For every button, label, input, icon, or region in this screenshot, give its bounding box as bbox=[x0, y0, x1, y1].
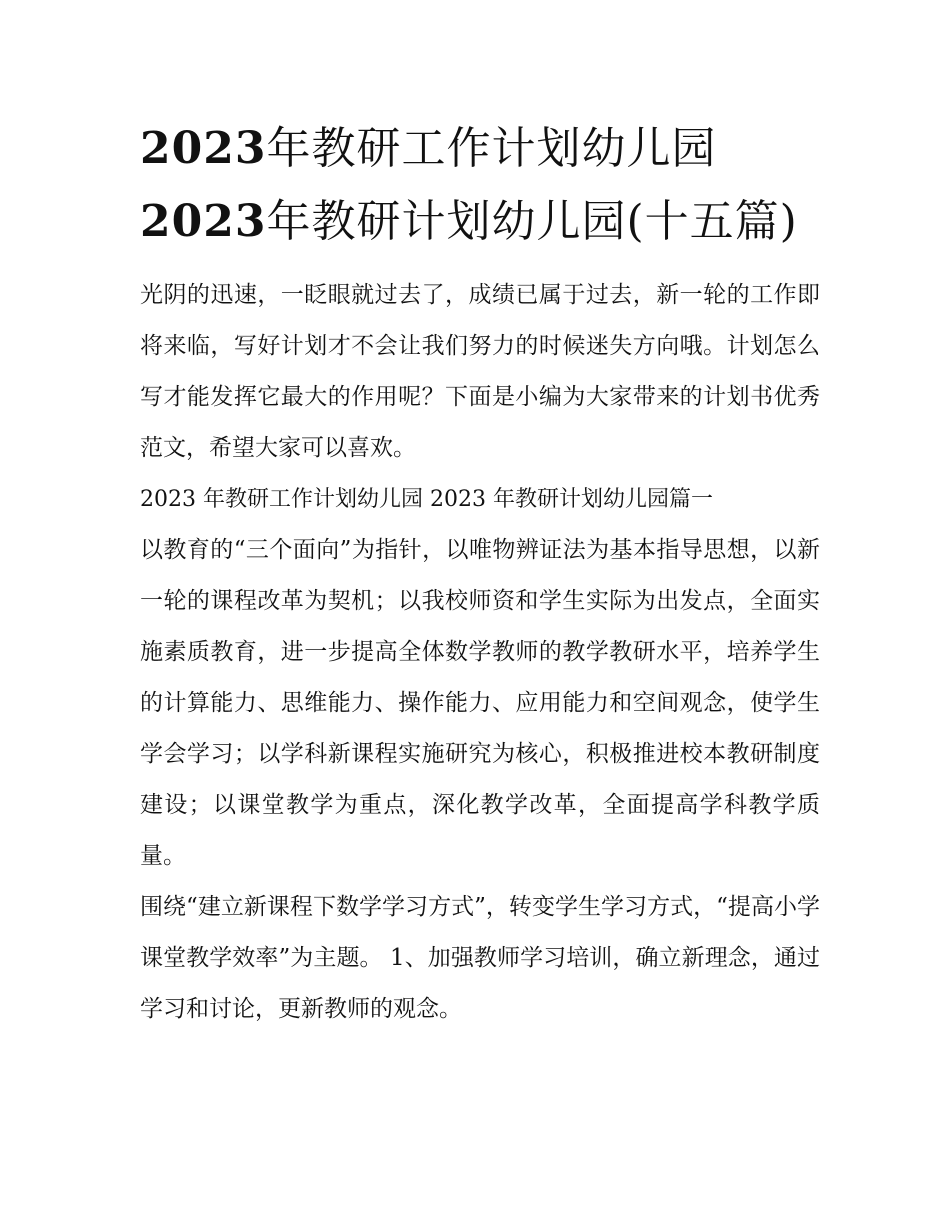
document-page bbox=[140, 112, 820, 1035]
body-paragraph-2: 围绕“建立新课程下数学学习方式”，转变学生学习方式，“提高小学课堂教学效率”为主题。 1、加强教师学习培训，确立新理念，通过学习和讨论，更新教师的观念。 bbox=[140, 894, 820, 1022]
document-title bbox=[140, 112, 820, 258]
intro-paragraph: 光阴的迅速，一眨眼就过去了，成绩已属于过去，新一轮的工作即将来临，写好计划才不会让我们努力的时候迷失方向哦。计划怎么写才能发挥它最大的作用呢？下面是小编为大家带来的计划书优秀范文，希望大家可以喜欢。 bbox=[140, 282, 820, 461]
title-year-2: 2023 bbox=[140, 196, 267, 247]
title-text-2: 年教研计划幼儿园(十五篇) bbox=[266, 196, 798, 247]
section-heading: 2023 年教研工作计划幼儿园 2023 年教研计划幼儿园篇一 bbox=[140, 487, 713, 512]
title-year: 2023 bbox=[140, 123, 267, 174]
body-paragraph-1: 以教育的“三个面向”为指针，以唯物辨证法为基本指导思想，以新一轮的课程改革为契机；以我校师资和学生实际为出发点，全面实施素质教育，进一步提高全体数学教师的教学教研水平，培养学生的计算能力、思维能力、操作能力、应用能力和空间观念，使学生学会学习；以学科新课程实施研究为核心，积极推进校本教研制度建设；以课堂教学为重点，深化教学改革，全面提高学科教学质量。 bbox=[140, 537, 820, 869]
title-text: 年教研工作计划幼儿园 bbox=[266, 123, 717, 174]
